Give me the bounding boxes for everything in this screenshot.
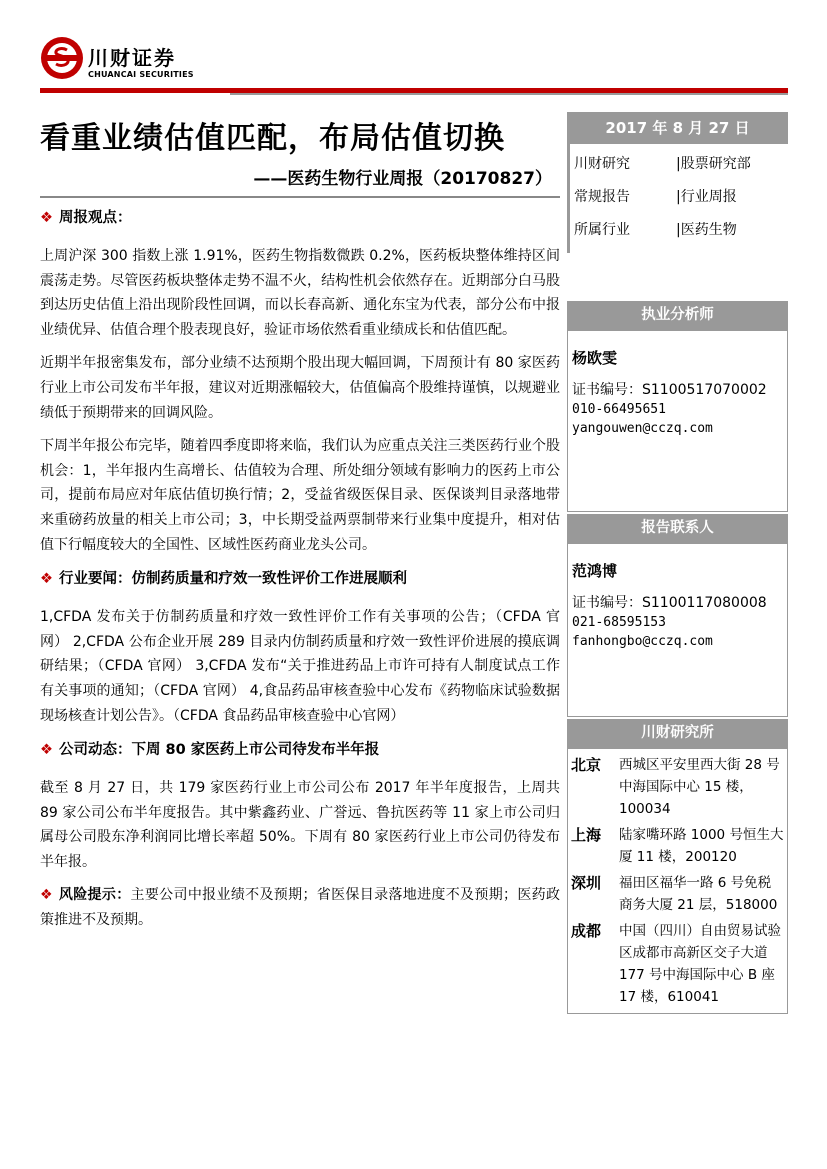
address-chengdu: 成都 中国（四川）自由贸易试验区成都市高新区交子大道 177 号中海国际中心 B 座 17 楼，610041	[571, 922, 781, 1005]
analyst-heading: 执业分析师	[567, 301, 788, 330]
section-heading-industry-news: ❖ 行业要闻：仿制药质量和疗效一致性评价工作进展顺利	[40, 571, 407, 588]
report-date: 2017 年 8 月 27 日	[567, 112, 788, 144]
address-beijing: 北京 西城区平安里西大街 28 号中海国际中心 15 楼，100034	[571, 756, 780, 817]
paragraph: 下周半年报公布完毕，随着四季度即将来临，我们认为应重点关注三类医药行业个股机会：1，半年报内生高增长、估值较为合理、所处细分领域有影响力的医药上市公司，提前布局应对年底估值切换行情；2，受益省级医保目录、医保谈判目录落地带来重磅药放量的相关上市公司；3，中长期受益两票制带来行业集中度提升，相对估值下行幅度较大的全国性、区域性医药商业龙头公司。	[40, 438, 560, 553]
company-logo	[40, 36, 200, 86]
paragraph: 截至 8 月 27 日，共 179 家医药行业上市公司公布 2017 年半年度报告，上周共 89 家公司公布半年度报告。其中紫鑫药业、广誉远、鲁抗医药等 11 家上市公司归属母公司股东净利润同比增长率超 50%。下周有 80 家医药行业上市公司仍待发布半年报。	[40, 780, 560, 870]
institute-box	[567, 748, 788, 1014]
main-content	[40, 205, 560, 942]
analyst-cert: 证书编号：S1100517070002	[572, 382, 767, 398]
meta-row: 川财研究 |股票研究部	[574, 156, 751, 172]
sidebar	[567, 112, 788, 1014]
paragraph: 近期半年报密集发布，部分业绩不达预期个股出现大幅回调，下周预计有 80 家医药行业上市公司发布半年报，建议对近期涨幅较大，估值偏高个股维持谨慎，以规避业绩低于预期带来的回调风险。	[40, 355, 560, 421]
risk-text: 主要公司中报业绩不及预期；省医保目录落地进度不及预期；医药政策推进不及预期。	[40, 887, 561, 929]
header-rule	[40, 88, 788, 95]
report-title: 看重业绩估值匹配，布局估值切换	[40, 121, 505, 156]
paragraph: 上周沪深 300 指数上涨 1.91%，医药生物指数微跌 0.2%，医药板块整体维持区间震荡走势。尽管医药板块整体走势不温不火，结构性机会依然存在。近期部分白马股到达历史估值上沿出现阶段性回调，而以长春高新、通化东宝为代表，部分公布中报业绩优异、估值合理个股表现良好，验证市场依然看重业绩成长和估值匹配。	[40, 248, 560, 338]
diamond-bullet-icon: ❖	[40, 210, 53, 226]
contact-heading: 报告联系人	[567, 514, 788, 543]
logo-emblem-icon	[40, 36, 84, 80]
report-subtitle: ——医药生物行业周报（20170827）	[253, 169, 552, 189]
diamond-bullet-icon: ❖	[40, 887, 53, 904]
meta-row: 常规报告 |行业周报	[574, 189, 737, 205]
address-shenzhen: 深圳 福田区福华一路 6 号免税商务大厦 21 层，518000	[571, 874, 778, 913]
institute-heading: 川财研究所	[567, 719, 788, 748]
meta-row: 所属行业 |医药生物	[574, 222, 737, 238]
analyst-email[interactable]: yangouwen@cczq.com	[572, 421, 713, 436]
contact-cert: 证书编号：S1100117080008	[572, 595, 767, 611]
analyst-phone: 010-66495651	[572, 402, 666, 417]
risk-warning	[40, 883, 560, 932]
address-shanghai: 上海 陆家嘴环路 1000 号恒生大厦 11 楼，200120	[571, 826, 784, 865]
contact-phone: 021-68595153	[572, 615, 666, 630]
company-name-en: CHUANCAI SECURITIES	[88, 70, 194, 79]
company-name-cn: 川财证券	[88, 46, 176, 70]
contact-name: 范鸿博	[572, 562, 618, 580]
analyst-box	[567, 330, 788, 512]
diamond-bullet-icon: ❖	[40, 571, 53, 588]
report-meta	[567, 144, 788, 253]
title-divider	[40, 196, 560, 198]
diamond-bullet-icon: ❖	[40, 742, 53, 759]
section-heading-weekly-view: ❖ 周报观点：	[40, 210, 132, 226]
paragraph: 1,CFDA 发布关于仿制药质量和疗效一致性评价工作有关事项的公告；（CFDA 官网） 2,CFDA 公布企业开展 289 目录内仿制药质量和疗效一致性评价进展的摸底调研结果；（CFDA 官网） 3,CFDA 发布“关于推进药品上市许可持有人制度试点工作有关事项的通知；（CFDA 官网） 4,食品药品审核查验中心发布《药物临床试验数据现场核查计划公告》。（CFDA 食品药品审核查验中心官网）	[40, 609, 560, 724]
analyst-name: 杨欧雯	[572, 349, 618, 367]
contact-email[interactable]: fanhongbo@cczq.com	[572, 634, 713, 649]
contact-box	[567, 543, 788, 717]
risk-heading: 风险提示：	[58, 887, 131, 904]
section-heading-company-news: ❖ 公司动态：下周 80 家医药上市公司待发布半年报	[40, 742, 380, 759]
